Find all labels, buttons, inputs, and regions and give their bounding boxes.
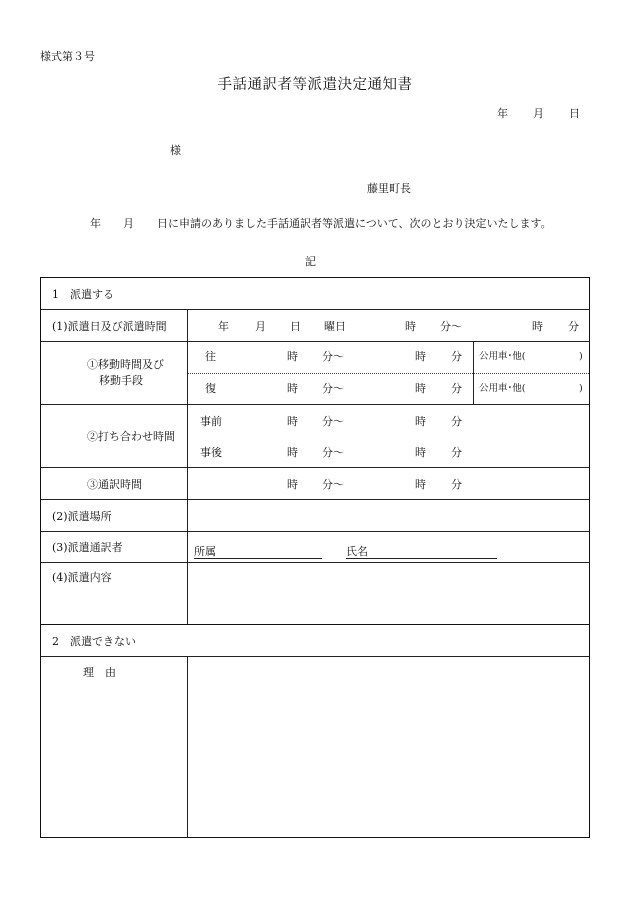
row-divider-dotted: [188, 373, 589, 374]
form-number: 様式第３号: [40, 50, 95, 63]
interpret-label: ③通訳時間: [87, 478, 142, 491]
return-minute-end: 分: [451, 382, 462, 395]
name-label: 氏名: [346, 546, 497, 559]
meeting-before-minute-end: 分: [451, 415, 462, 428]
dispatch-month: 月: [255, 320, 266, 333]
return-label: 復: [205, 382, 216, 395]
sender-name: 藤里町長: [367, 182, 411, 195]
outbound-means-close: ): [579, 351, 583, 362]
date-day: 日: [569, 107, 580, 120]
return-means: 公用車･他(: [479, 383, 526, 394]
document-title: 手話通訳者等派遣決定通知書: [217, 77, 413, 93]
outbound-label: 往: [205, 350, 216, 363]
name-field[interactable]: [346, 546, 497, 559]
meeting-before-hour-start: 時: [287, 415, 298, 428]
section1-title: 1 派遣する: [52, 288, 114, 301]
intro-year: 年: [90, 217, 101, 230]
meeting-after-hour-start: 時: [287, 446, 298, 459]
date-month: 月: [533, 107, 544, 120]
row-divider: [41, 562, 589, 563]
row-divider: [41, 404, 589, 405]
meeting-label: ②打ち合わせ時間: [87, 430, 175, 443]
transport-label-line1: ①移動時間及び: [87, 358, 164, 371]
intro-month: 月: [123, 217, 134, 230]
intro-sentence: [90, 218, 552, 229]
label-column-divider: [187, 309, 188, 624]
ki-label: 記: [305, 255, 316, 268]
dispatch-hour-start: 時: [405, 320, 416, 333]
place-label: (2)派遣場所: [52, 510, 112, 523]
row-divider: [41, 309, 589, 310]
return-minute-start: 分～: [322, 382, 344, 395]
outbound-hour-end: 時: [415, 350, 426, 363]
outbound-hour-start: 時: [287, 350, 298, 363]
dispatch-hour-end: 時: [532, 320, 543, 333]
dispatch-minute-start: 分～: [440, 320, 462, 333]
affiliation-field[interactable]: [194, 546, 322, 559]
transport-label-line2: 移動手段: [99, 374, 143, 387]
interpreter-label: (3)派遣通訳者: [52, 541, 123, 554]
outbound-minute-start: 分～: [322, 350, 344, 363]
return-hour-start: 時: [287, 382, 298, 395]
outbound-means: 公用車･他(: [479, 351, 526, 362]
dispatch-minute-end: 分: [568, 320, 579, 333]
meeting-before-label: 事前: [200, 415, 222, 428]
return-hour-end: 時: [415, 382, 426, 395]
dispatch-day: 日: [290, 320, 301, 333]
meeting-after-minute-end: 分: [451, 446, 462, 459]
interpret-hour-end: 時: [415, 478, 426, 491]
outbound-minute-end: 分: [451, 350, 462, 363]
row-divider: [41, 531, 589, 532]
return-means-close: ): [579, 383, 583, 394]
means-column-divider: [473, 341, 474, 404]
intro-text: 日に申請のありました手話通訳者等派遣について、次のとおり決定いたします。: [157, 217, 552, 230]
label-column-divider: [187, 656, 188, 837]
meeting-before-hour-end: 時: [415, 415, 426, 428]
row-divider: [41, 499, 589, 500]
affiliation-label: 所属: [194, 546, 322, 559]
addressee-suffix: 様: [170, 144, 181, 157]
dispatch-datetime-label: (1)派遣日及び派遣時間: [52, 320, 167, 333]
decision-table: [40, 277, 590, 838]
interpret-minute-end: 分: [451, 478, 462, 491]
interpret-minute-start: 分～: [322, 478, 344, 491]
content-label: (4)派遣内容: [52, 571, 112, 584]
issue-date: [497, 108, 580, 119]
dispatch-year: 年: [218, 320, 229, 333]
meeting-before-minute-start: 分～: [322, 415, 344, 428]
meeting-after-minute-start: 分～: [322, 446, 344, 459]
row-divider: [41, 656, 589, 657]
row-divider: [41, 341, 589, 342]
interpret-hour-start: 時: [287, 478, 298, 491]
reason-label: 理 由: [83, 666, 116, 679]
meeting-after-label: 事後: [200, 446, 222, 459]
date-year: 年: [497, 107, 508, 120]
dispatch-weekday: 曜日: [324, 320, 346, 333]
section2-title: 2 派遣できない: [52, 635, 136, 648]
row-divider: [41, 467, 589, 468]
section-divider: [41, 624, 589, 625]
meeting-after-hour-end: 時: [415, 446, 426, 459]
